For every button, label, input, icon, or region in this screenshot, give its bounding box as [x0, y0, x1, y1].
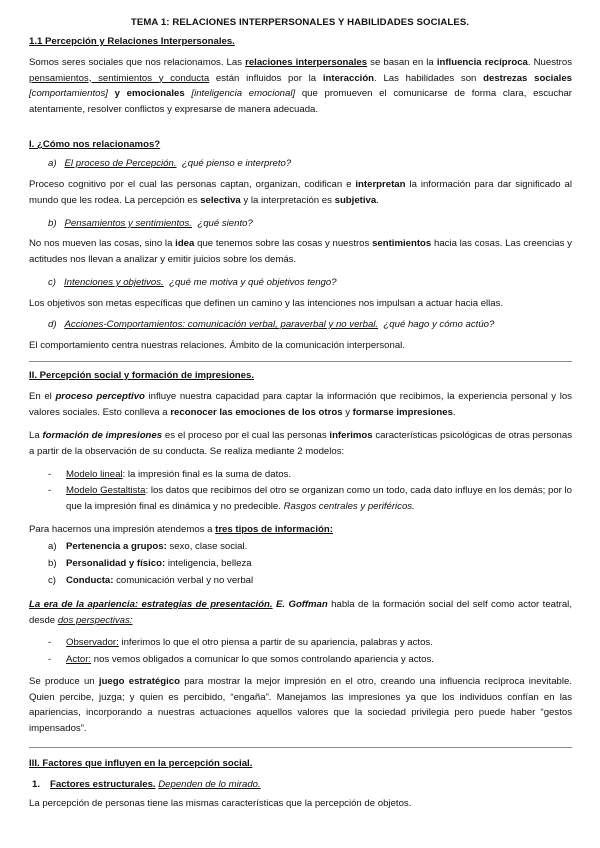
info-type-letter: a) — [48, 541, 57, 552]
info-type-text: Pertenencia a grupos: sexo, clase social. — [66, 541, 248, 552]
section-ii-paragraph-2: La formación de impresiones es el proceso por el cual las personas inferimos características psicológicas de otras personas a partir de la observación de su conducta. Se realiza mediante 2 modelos: — [29, 430, 573, 457]
section-ii-paragraph-1: En el proceso perceptivo influye nuestra capacidad para captar la información que recibimos, la experiencia personal y los valores sociales. Esto conlleva a reconocer las emociones de los otros y formarse impresiones. — [29, 391, 572, 418]
subsection-b-heading: b) Pensamientos y sentimientos. ¿qué siento? — [48, 218, 253, 229]
section-iii-heading: III. Factores que influyen en la percepción social. — [29, 758, 253, 769]
section-ii-paragraph-4: La era de la apariencia: estrategias de presentación. E. Goffman habla de la formación social del self como actor teatral, desde dos perspectivas: — [29, 599, 572, 626]
factor-number: 1. — [32, 779, 41, 790]
section-ii-heading: II. Percepción social y formación de impresiones. — [29, 370, 254, 381]
perspective-text: Observador: inferimos lo que el otro piensa a partir de su apariencia, palabras y actos. — [66, 637, 433, 648]
section-ii-paragraph-5: Se produce un juego estratégico para mostrar la mejor impresión en el otro, creando una influencia recíproca inevitable. Quien percibe, juzga; y quien es percibido, “engaña”. Manejamos las impresiones ya que los individuos confían en las apariencias, incorporando a nuestras actuaciones aquellos valores que la sociedad privilegia pero puede haber “gestos impensados”. — [29, 676, 572, 734]
section-i-heading: I. ¿Cómo nos relacionamos? — [29, 139, 161, 150]
subsection-a-paragraph: Proceso cognitivo por el cual las personas captan, organizan, codifican e interpretan la información para dar significado al mundo que les rodea. La percepción es selectiva y la interpretación es subjetiva. — [29, 179, 572, 206]
bullet-dash: - — [48, 654, 52, 665]
subsection-d-heading: d) Acciones-Comportamientos: comunicación verbal, paraverbal y no verbal. ¿qué hago y cómo actúo? — [48, 319, 495, 330]
info-type-text: Conducta: comunicación verbal y no verbal — [66, 575, 254, 586]
subsection-c-paragraph: Los objetivos son metas específicas que definen un camino y las intenciones nos impulsan a actuar hacia ellas. — [29, 298, 504, 309]
subsection-d-paragraph: El comportamiento centra nuestras relaciones. Ámbito de la comunicación interpersonal. — [29, 340, 405, 351]
info-type-letter: c) — [48, 575, 56, 586]
info-type-text: Personalidad y físico: inteligencia, belleza — [66, 558, 252, 569]
section-divider — [29, 747, 572, 748]
section-divider — [29, 361, 572, 362]
subsection-b-paragraph: No nos mueven las cosas, sino la idea que tenemos sobre las cosas y nuestros sentimientos hacia las cosas. Las creencias y actitudes nos llevan a analizar y emitir juicios sobre los demás. — [29, 238, 572, 265]
model-lineal-text: Modelo lineal: la impresión final es la suma de datos. — [66, 469, 292, 480]
model-gestaltista-text: Modelo Gestaltista: los datos que recibimos del otro se organizan como un todo, cada dato influye en los demás; por lo que la impresión final es dinámica y no predecible. Rasgos centrales y periféricos. — [66, 485, 573, 512]
perspective-text: Actor: nos vemos obligados a comunicar lo que somos controlando apariencia y actos. — [66, 654, 434, 665]
section-ii-paragraph-3: Para hacernos una impresión atendemos a tres tipos de información: — [29, 524, 333, 535]
section-1-1-heading: 1.1 Percepción y Relaciones Interpersonales. — [29, 36, 235, 47]
bullet-dash: - — [48, 637, 52, 648]
section-iii-paragraph: La percepción de personas tiene las mismas características que la percepción de objetos. — [29, 798, 412, 809]
section-1-1-paragraph: Somos seres sociales que nos relacionamos. Las relaciones interpersonales se basan en la influencia recíproca. Nuestros pensamientos, sentimientos y conducta están influidos por la interacción. Las habilidades son destrezas sociales [comportamientos] y emocionales [inteligencia emocional] que promueven el comunicarse de forma clara, escuchar atentamente, resolver conflictos y expresarse de manera adecuada. — [29, 57, 572, 115]
bullet-dash: - — [48, 485, 52, 496]
document-title: TEMA 1: RELACIONES INTERPERSONALES Y HABILIDADES SOCIALES. — [130, 17, 470, 28]
bullet-dash: - — [48, 469, 52, 480]
factor-text: Factores estructurales. Dependen de lo mirado. — [50, 779, 261, 790]
info-type-letter: b) — [48, 558, 57, 569]
subsection-a-heading: a) El proceso de Percepción. ¿qué pienso e interpreto? — [48, 158, 292, 169]
subsection-c-heading: c) Intenciones y objetivos. ¿qué me motiva y qué objetivos tengo? — [48, 277, 337, 288]
